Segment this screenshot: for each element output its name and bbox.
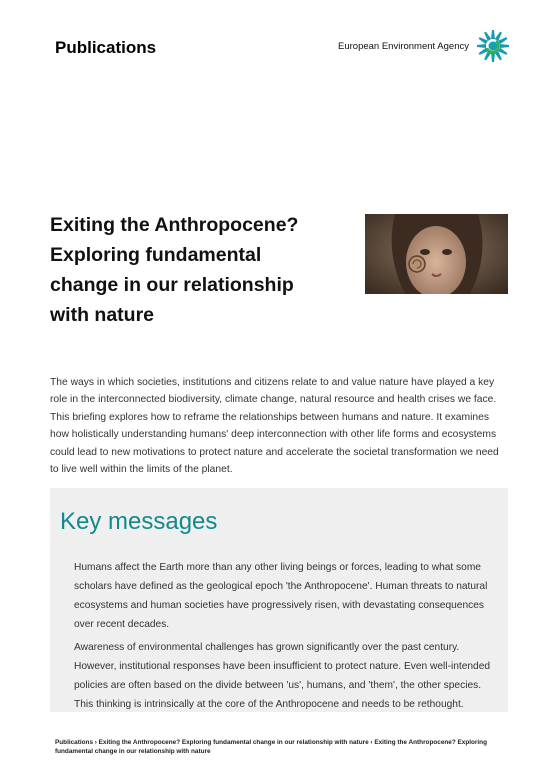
key-message-paragraph: Humans affect the Earth more than any other living beings or forces, leading to what some scholars have defined as the geological epoch 'the Anthropocene'. Human threats to natural ecosystems and human societies have progressively risen, with devastating consequences over recent decades. [74, 562, 488, 630]
child-face-photo [365, 214, 508, 294]
org-name: European Environment Agency [338, 40, 469, 52]
eea-logo[interactable] [338, 28, 511, 64]
key-messages-box [50, 488, 508, 712]
document-title: Exiting the Anthropocene? Exploring fundamental change in our relationship with nature [50, 214, 299, 326]
section-title: Publications [55, 38, 157, 57]
key-message-paragraph: Awareness of environmental challenges has grown significantly over the past century. However, institutional responses have been insufficient to protect nature. Even well-intended policies are often based on the divide between 'us', humans, and 'them', the other species. This thinking is intrinsically at the core of the Anthropocene and needs to be rethought. [74, 642, 491, 710]
footer-breadcrumb[interactable]: Publications › Exiting the Anthropocene? Exploring fundamental change in our relationship with nature › Exiting the Anthropocene? Exploring fundamental change in our relationship with nature [55, 739, 487, 755]
intro-paragraph: The ways in which societies, institutions and citizens relate to and value nature have played a key role in the interconnected biodiversity, climate change, natural resource and health crises we face. This briefing explores how to reframe the relationships between humans and nature. It examines how holistically understanding humans' deep interconnection with other life forms and ecosystems could lead to new motivations to protect nature and accelerate the societal transformation we need to live well within the limits of the planet. [50, 377, 499, 476]
eea-sunburst-icon [475, 28, 511, 64]
cover-photo [365, 214, 508, 294]
key-messages-heading: Key messages [60, 508, 218, 535]
